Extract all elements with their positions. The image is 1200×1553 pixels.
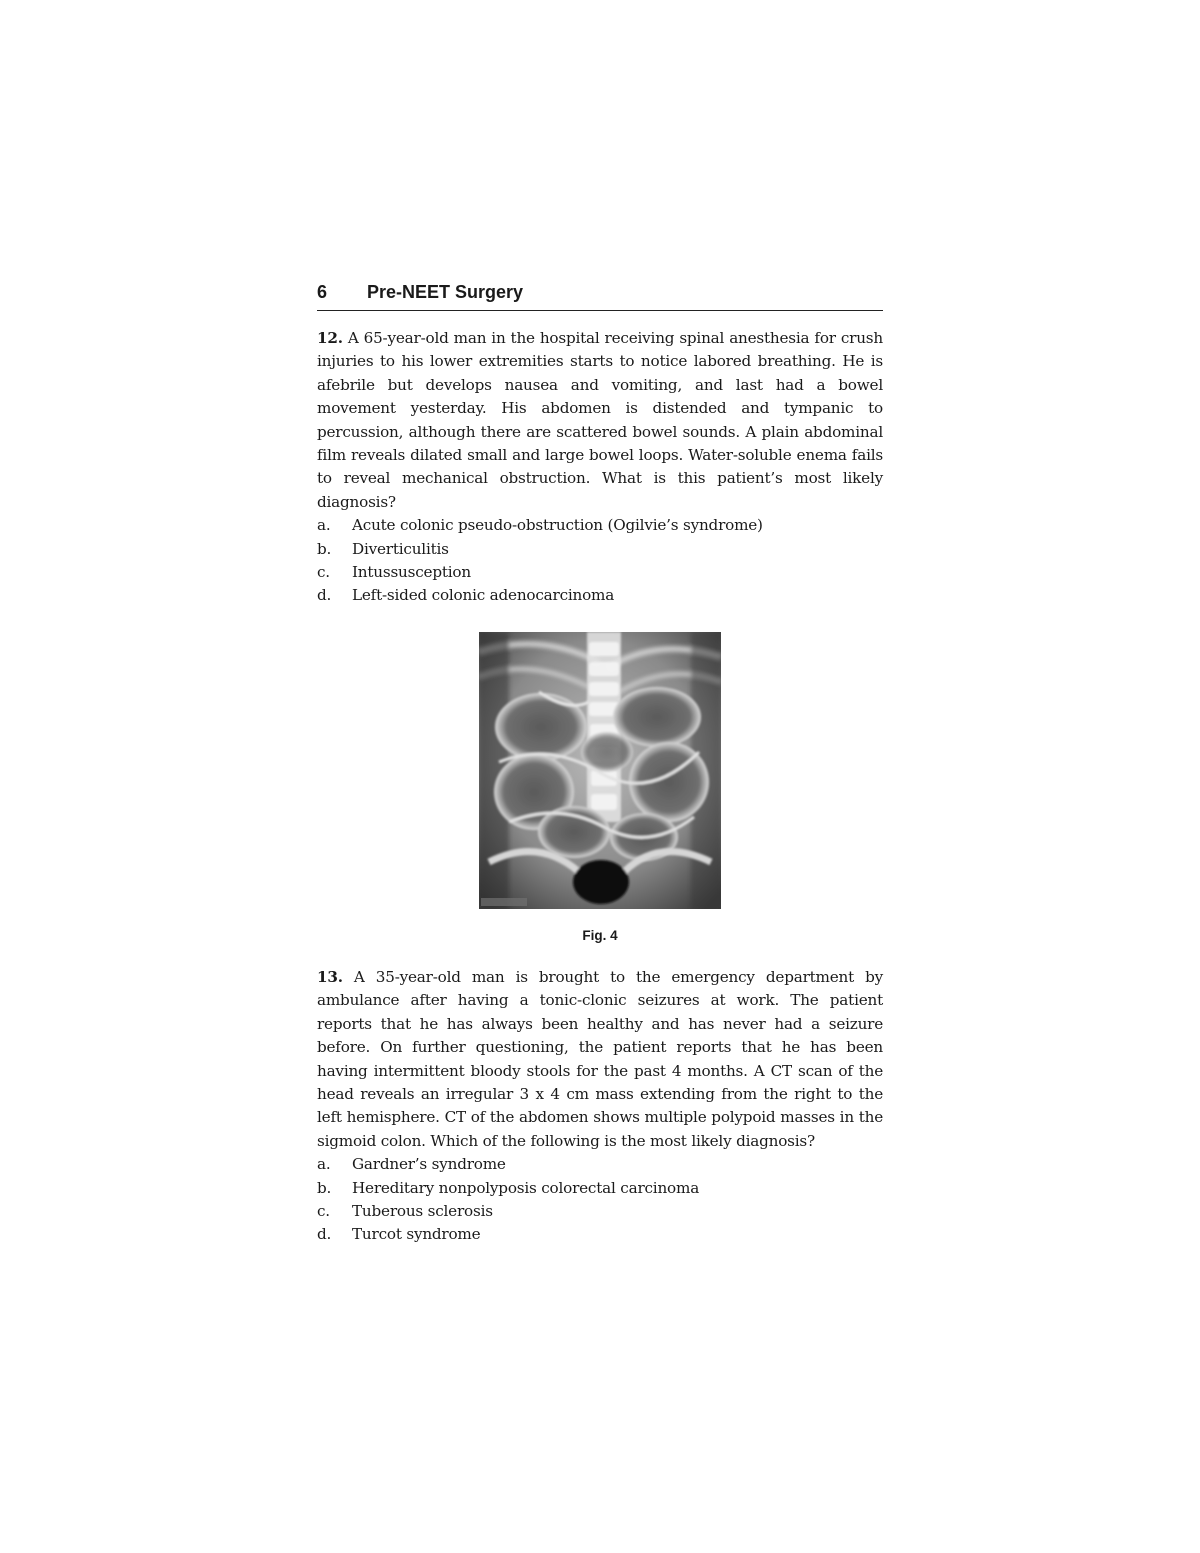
- option-c: [317, 1200, 883, 1223]
- option-letter: a.: [317, 1155, 331, 1174]
- option-b: [317, 1177, 883, 1200]
- option-b: [317, 538, 883, 561]
- option-letter: a.: [317, 516, 331, 535]
- answer-options: [317, 514, 883, 608]
- question-text: A 65-year-old man in the hospital receiving spinal anesthesia for crush injuries to his lower extremities starts to notice labored breathing. He is afebrile but develops nausea and vomiting, and last had a bowel movement yesterday. His abdomen is distended and tympanic to percussion, although there are scattered bowel sounds. A plain abdominal film reveals dilated small and large bowel loops. Water-soluble enema fails to reveal mechanical obstruction. What is this patient’s most likely diagnosis?: [317, 329, 883, 511]
- question-12: [317, 327, 883, 608]
- book-title: Pre-NEET Surgery: [367, 282, 524, 302]
- option-letter: b.: [317, 1178, 332, 1197]
- question-text: A 35-year-old man is brought to the emergency department by ambulance after having a tonic-clonic seizures at work. The patient reports that he has always been healthy and has never had a seizure before. On further questioning, the patient reports that he has been having intermittent bloody stools for the past 4 months. A CT scan of the head reveals an irregular 3 x 4 cm mass extending from the right to the left hemisphere. CT of the abdomen shows multiple polypoid masses in the sigmoid colon. Which of the following is the most likely diagnosis?: [317, 968, 883, 1150]
- option-text: Left-sided colonic adenocarcinoma: [352, 586, 615, 605]
- option-text: Gardner’s syndrome: [352, 1155, 506, 1174]
- option-text: Intussusception: [352, 563, 471, 582]
- option-text: Turcot syndrome: [352, 1225, 481, 1244]
- page-number: 6: [317, 282, 328, 302]
- option-text: Diverticulitis: [352, 539, 449, 558]
- figure-caption: Fig. 4: [582, 928, 618, 943]
- option-a: [317, 1153, 883, 1176]
- option-letter: d.: [317, 1225, 332, 1244]
- option-letter: c.: [317, 1202, 330, 1221]
- option-text: Acute colonic pseudo-obstruction (Ogilvie’s syndrome): [352, 516, 763, 535]
- question-number: 13.: [317, 968, 343, 986]
- question-stem: [317, 327, 883, 514]
- option-text: Tuberous sclerosis: [352, 1202, 493, 1221]
- question-13: [317, 966, 883, 1247]
- page-header: [317, 280, 883, 311]
- answer-options: [317, 1153, 883, 1247]
- option-c: [317, 561, 883, 584]
- question-number: 12.: [317, 329, 343, 347]
- option-text: Hereditary nonpolyposis colorectal carcinoma: [352, 1178, 700, 1197]
- option-d: [317, 584, 883, 607]
- option-letter: d.: [317, 586, 332, 605]
- option-letter: b.: [317, 539, 332, 558]
- option-d: [317, 1223, 883, 1246]
- xray-graphic: [479, 632, 721, 909]
- option-a: [317, 514, 883, 537]
- question-stem: [317, 966, 883, 1153]
- option-letter: c.: [317, 563, 330, 582]
- abdominal-xray-image: [479, 632, 721, 909]
